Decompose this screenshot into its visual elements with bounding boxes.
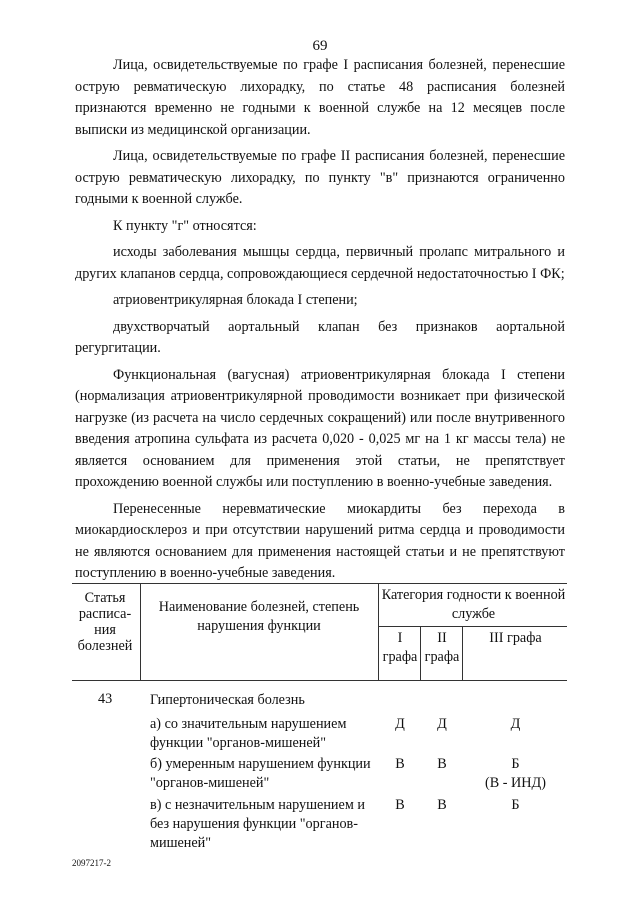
header-fitness-category: Категория годности к военной службе [381,587,566,622]
table-row [72,755,567,796]
category-note: (В - ИНД) [485,775,546,791]
header-column-3: III графа [489,630,542,646]
header-disease-name: Наименование болезней, степень нарушения функции [158,599,360,634]
category-cell: В [395,756,405,772]
category-cell: В [395,797,405,813]
category-cell: Д [437,716,447,732]
paragraph: двухстворчатый аортальный клапан без признаков аортальной регургитации. [75,318,565,356]
header-article: Статья расписа- ния болезней [77,590,133,654]
paragraph: атриовентрикулярная блокада I степени; [113,292,358,308]
page-number: 69 [312,38,328,54]
divider [140,584,141,680]
document-code: 2097217-2 [72,858,111,868]
paragraph: К пункту "г" относятся: [113,217,257,234]
table-row [72,715,567,755]
category-cell: Б [511,756,520,772]
category-cell: В [437,797,447,813]
row-label: б) умеренным нарушением функции "органов-мишеней" [150,756,371,791]
paragraph: Лица, освидетельствуемые по графе II расписания болезней, перенесшие острую ревматическую лихорадку, по пункту "в" признаются ограниченно годными к военной службе. [75,148,565,207]
table-row [72,796,567,856]
table-row [72,691,567,715]
header-column-2: II графа [424,630,460,665]
document-body [75,55,565,585]
row-label: а) со значительным нарушением функции "органов-мишеней" [150,716,347,751]
table-header [72,583,567,681]
paragraph: исходы заболевания мышцы сердца, первичный пролапс митрального и других клапанов сердца, сопровождающиеся сердечной недостаточностью I ФК; [75,244,565,282]
header-column-1: I графа [382,630,418,665]
fitness-category-table [72,583,567,856]
article-number: 43 [98,691,113,707]
paragraph: Перенесенные неревматические миокардиты без перехода в миокардиосклероз и при отсутствии нарушений ритма сердца и проводимости не являются основанием для применения настоящей статьи и не препятствуют поступлению в военно-учебные заведения. [75,500,565,581]
paragraph: Лица, освидетельствуемые по графе I расписания болезней, перенесшие острую ревматическую лихорадку, по статье 48 расписания болезней признаются временно не годными к военной службе на 12 месяцев после выписки из медицинской организации. [75,57,565,138]
category-cell: Д [510,716,521,732]
divider [378,584,379,680]
category-cell: В [437,756,447,772]
disease-name: Гипертоническая болезнь [150,692,305,708]
divider [420,626,421,680]
paragraph: Функциональная (вагусная) атриовентрикулярная блокада I степени (нормализация атриовентрикулярной проводимости возникает при физической нагрузке (из расчета на число сердечных сокращений) или после внутривенного введения атропина сульфата из расчета 0,020 - 0,025 мг на 1 кг массы тела) не является основанием для применения этой статьи, не препятствует прохождению военной службы или поступлению в военно-учебные заведения. [75,366,565,490]
category-cell: Д [395,716,405,732]
category-cell: Б [511,797,520,813]
divider [378,626,567,627]
divider [462,626,463,680]
row-label: в) с незначительным нарушением и без нарушения функции "органов-мишеней" [150,797,365,851]
